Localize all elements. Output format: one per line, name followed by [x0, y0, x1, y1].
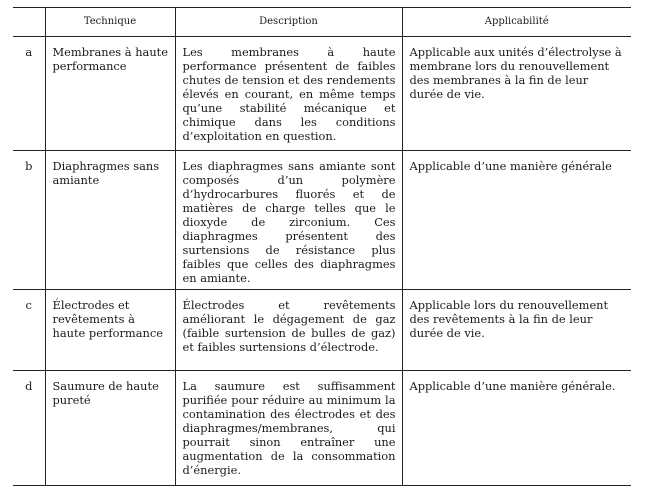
row-technique: Électrodes et revêtements à haute performance	[45, 290, 175, 371]
table-row	[13, 37, 631, 151]
header-applicability: Applicabilité	[402, 8, 631, 37]
header-id	[13, 8, 45, 37]
table-row	[13, 151, 631, 290]
row-technique: Saumure de haute pureté	[45, 371, 175, 486]
row-technique: Diaphragmes sans amiante	[45, 151, 175, 290]
row-description: Électrodes et revêtements améliorant le dégagement de gaz (faible surtension de bulles de gaz) et faibles surtensions d’électrode.	[175, 290, 402, 371]
row-id: c	[13, 290, 45, 371]
table-row	[13, 371, 631, 486]
header-technique: Technique	[45, 8, 175, 37]
row-description: La saumure est suffisamment purifiée pour réduire au minimum la contamination des électrodes et des diaphragmes/membranes, qui pourrait sinon entraîner une augmentation de la consommation d’énergie.	[175, 371, 402, 486]
row-applicability: Applicable d’une manière générale.	[402, 371, 631, 486]
row-technique: Membranes à haute performance	[45, 37, 175, 151]
row-id: d	[13, 371, 45, 486]
row-id: b	[13, 151, 45, 290]
row-applicability: Applicable d’une manière générale	[402, 151, 631, 290]
row-applicability: Applicable lors du renouvellement des revêtements à la fin de leur durée de vie.	[402, 290, 631, 371]
row-description: Les membranes à haute performance présentent de faibles chutes de tension et des rendements élevés en courant, en même temps qu’une stabilité mécanique et chimique dans les conditions d’exploitation en question.	[175, 37, 402, 151]
row-applicability: Applicable aux unités d’électrolyse à membrane lors du renouvellement des membranes à la fin de leur durée de vie.	[402, 37, 631, 151]
header-description: Description	[175, 8, 402, 37]
row-id: a	[13, 37, 45, 151]
row-description: Les diaphragmes sans amiante sont composés d’un polymère d’hydrocarbures fluorés et de matières de charge telles que le dioxyde de zirconium. Ces diaphragmes présentent des surtensions de résistance plus faibles que celles des diaphragmes en amiante.	[175, 151, 402, 290]
table-row	[13, 290, 631, 371]
header-row	[13, 8, 631, 37]
techniques-table	[13, 7, 631, 486]
